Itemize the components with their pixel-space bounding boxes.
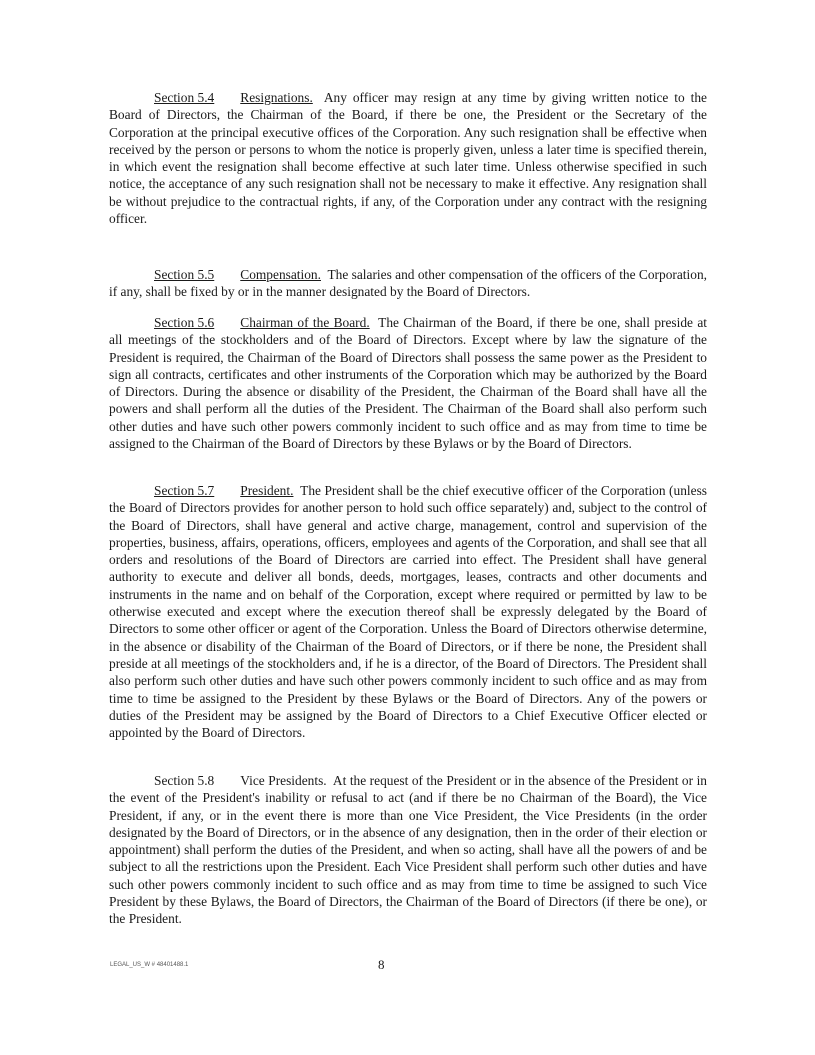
section-body: The President shall be the chief executive officer of the Corporation (unless the Board of Directors provides for another person to hold such office separately) and, subject to the control of the Board of Directors, shall have general and active charge, management, control and supervision of the properties, business, affairs, operations, officers, employees and agents of the Corporation, and shall see that all orders and resolutions of the Board of Directors are carried into effect. The President shall have general authority to execute and deliver all bonds, deeds, mortgages, leases, contracts and other documents and instruments in the name and on behalf of the Corporation, except where required or permitted by law to be otherwise executed and except where the execution thereof shall be expressly delegated by the Board of Directors to some other officer or agent of the Corporation. Unless the Board of Directors otherwise determine, in the absence or disability of the Chairman of the Board of Directors, or if there be none, the President shall preside at all meetings of the stockholders and, if he is a director, of the Board of Directors. The President shall also perform such other duties and have such other powers commonly incident to such office and as may from time to time be assigned to the President by these Bylaws or the Board of Directors. Any of the powers or duties of the President may be assigned by the Board of Directors to a Chief Executive Officer elected or appointed by the Board of Directors. (109, 483, 707, 741)
section-paragraph (109, 89, 707, 227)
section-title: President. (240, 483, 294, 498)
section-number: Section 5.6 (154, 315, 215, 330)
section-number: Section 5.4 (154, 90, 215, 105)
page-number: 8 (378, 957, 385, 972)
section-body: The salaries and other compensation of the officers of the Corporation, if any, shall be fixed by or in the manner designated by the Board of Directors. (109, 267, 707, 300)
section-title: Vice Presidents. (240, 773, 327, 788)
section-number: Section 5.7 (154, 483, 215, 498)
section-title: Resignations. (240, 90, 313, 105)
section-paragraph (109, 266, 707, 301)
section-body: The Chairman of the Board, if there be one, shall preside at all meetings of the stockholders and of the Board of Directors. Except where by law the signature of the President is required, the Chairman of the Board of Directors shall possess the same power as the President to sign all contracts, certificates and other instruments of the Corporation which may be authorized by the Board of Directors. During the absence or disability of the President, the Chairman of the Board shall have all the powers and shall perform all the duties of the President. The Chairman of the Board shall also perform such other duties and have such other powers commonly incident to such office and as may from time to time be assigned to the Chairman of the Board of Directors by these Bylaws or by the Board of Directors. (109, 315, 707, 452)
section-body: Any officer may resign at any time by giving written notice to the Board of Directors, the Chairman of the Board, if there be one, the President or the Secretary of the Corporation at the principal executive offices of the Corporation. Any such resignation shall be effective when received by the person or persons to whom the notice is properly given, unless a later time is specified therein, in which event the resignation shall become effective at such later time. Unless otherwise specified in such notice, the acceptance of any such resignation shall not be necessary to make it effective. Any resignation shall be without prejudice to the contractual rights, if any, of the Corporation under any contract with the resigning officer. (109, 90, 707, 227)
document-id-footer: LEGAL_US_W # 48401488.1 (110, 962, 189, 968)
section-number: Section 5.5 (154, 267, 215, 282)
section-paragraph (109, 314, 707, 452)
section-title: Chairman of the Board. (240, 315, 370, 330)
section-title: Compensation. (240, 267, 321, 282)
section-paragraph (109, 482, 707, 741)
section-paragraph (109, 772, 707, 928)
section-number: Section 5.8 (154, 773, 215, 788)
section-body: At the request of the President or in the absence of the President or in the event of the President's inability or refusal to act (and if there be no Chairman of the Board), the Vice President, if any, or in the event there is more than one Vice President, the Vice Presidents (in the order designated by the Board of Directors, or in the absence of any designation, then in the order of their election or appointment) shall perform the duties of the President, and when so acting, shall have all the powers of and be subject to all the restrictions upon the President. Each Vice President shall perform such other duties and have such other powers commonly incident to such office and as may from time to time be assigned to such Vice President by these Bylaws, the Board of Directors, the Chairman of the Board of Directors (if there be one), or the President. (109, 773, 707, 927)
